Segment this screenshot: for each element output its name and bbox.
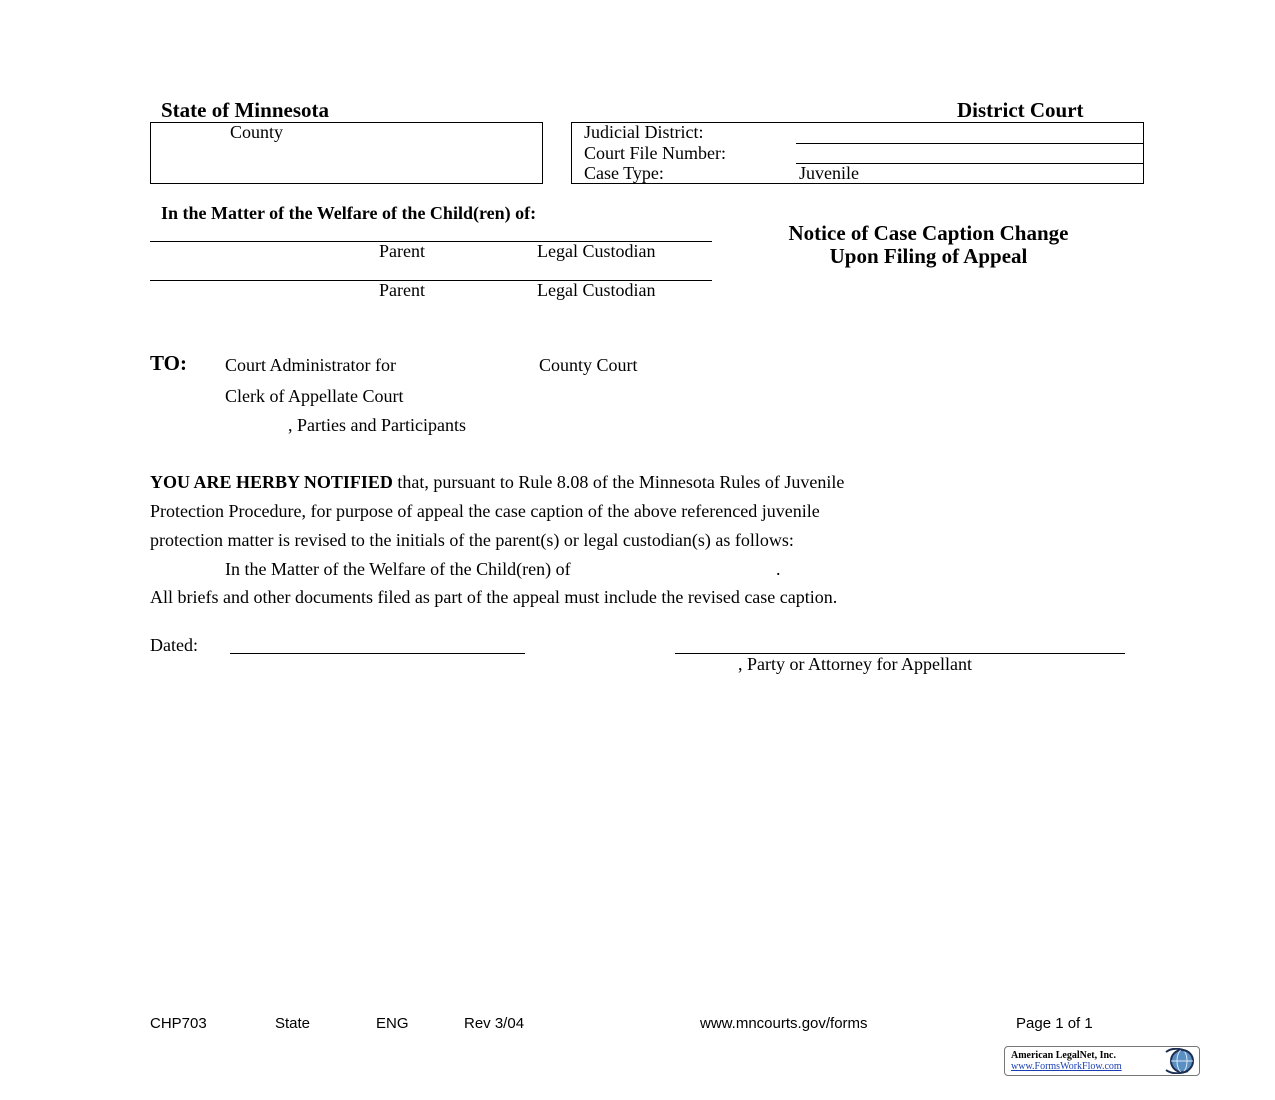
dated-field[interactable] (230, 653, 525, 654)
judicial-district-label: Judicial District: (584, 122, 704, 142)
body-line-1 (150, 472, 844, 493)
caption-custodian-label-1: Legal Custodian (537, 241, 656, 261)
court-file-number-label: Court File Number: (584, 143, 726, 163)
legalnet-badge[interactable] (1004, 1046, 1200, 1076)
caption-parent-label-1: Parent (379, 241, 425, 261)
dated-label: Dated: (150, 635, 198, 655)
body-line-4: In the Matter of the Welfare of the Child(ren) of (225, 559, 571, 579)
to-county-court: County Court (539, 355, 638, 375)
caption-custodian-label-2: Legal Custodian (537, 280, 656, 300)
body-line-3: protection matter is revised to the initials of the parent(s) or legal custodian(s) as follows: (150, 530, 794, 550)
county-label: County (230, 122, 284, 142)
to-parties: , Parties and Participants (288, 415, 466, 435)
badge-company: American LegalNet, Inc. (1011, 1050, 1116, 1061)
to-clerk-appellate: Clerk of Appellate Court (225, 386, 404, 406)
notified-bold: YOU ARE HERBY NOTIFIED (150, 472, 393, 492)
state-heading: State of Minnesota (161, 98, 329, 122)
form-title-line-2: Upon Filing of Appeal (829, 244, 1028, 268)
globe-icon (1162, 1048, 1198, 1074)
footer-lang: ENG (376, 1015, 409, 1032)
body-line-5: All briefs and other documents filed as part of the appeal must include the revised case caption. (150, 587, 838, 607)
party-attorney-label: , Party or Attorney for Appellant (738, 654, 972, 674)
matter-heading: In the Matter of the Welfare of the Child(ren) of: (161, 203, 537, 223)
to-label: TO: (150, 351, 187, 375)
badge-url[interactable]: www.FormsWorkFlow.com (1011, 1061, 1122, 1072)
body-line-2: Protection Procedure, for purpose of appeal the case caption of the above referenced juvenile (150, 501, 820, 521)
footer-rev: Rev 3/04 (464, 1015, 525, 1032)
footer-state: State (275, 1015, 311, 1032)
case-type-label: Case Type: (584, 163, 664, 183)
county-box[interactable] (150, 122, 543, 184)
judicial-district-field[interactable] (796, 143, 1143, 144)
form-title-line-1: Notice of Case Caption Change (788, 221, 1069, 245)
body-line-4-period: . (776, 559, 781, 579)
footer-page: Page 1 of 1 (1016, 1015, 1093, 1032)
court-heading: District Court (957, 98, 1084, 122)
caption-parent-label-2: Parent (379, 280, 425, 300)
footer-url[interactable]: www.mncourts.gov/forms (700, 1015, 868, 1032)
case-type-value: Juvenile (799, 163, 859, 183)
body-line-1-rest: that, pursuant to Rule 8.08 of the Minnesota Rules of Juvenile (392, 472, 845, 492)
footer-form-id: CHP703 (150, 1015, 207, 1032)
to-court-admin: Court Administrator for (225, 355, 396, 375)
